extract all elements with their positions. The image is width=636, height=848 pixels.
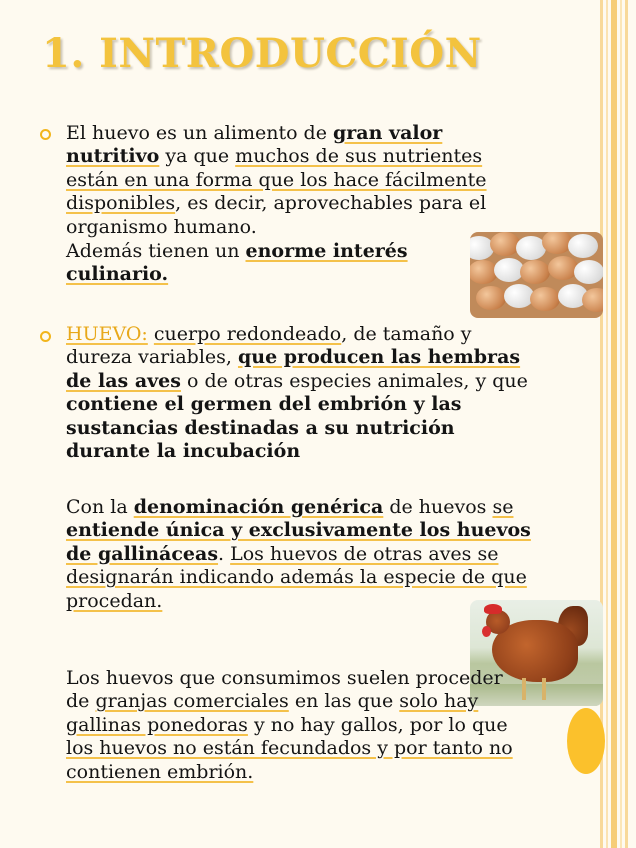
paragraph-intro: El huevo es un alimento de gran valor nutritivo ya que muchos de sus nutrientes están en una forma que los hace fácilmente disponibles, es decir, aprovechables para el organismo humano.	[66, 122, 487, 238]
paragraph-denominacion: Con la denominación genérica de huevos se entiende única y exclusivamente los huevos de gallináceas. Los huevos de otras aves se designarán indicando además la especie de que procedan.	[66, 496, 531, 612]
bullet-icon	[40, 331, 51, 342]
decorative-oval	[567, 708, 605, 774]
paragraph-granjas: Los huevos que consumimos suelen proceder de granjas comerciales en las que solo hay gallinas ponedoras y no hay gallos, por lo que los huevos no están fecundados y por tanto no contienen embrión.	[66, 667, 513, 783]
paragraph-huevo-definition: HUEVO: cuerpo redondeado, de tamaño y dureza variables, que producen las hembras de las aves o de otras especies animales, y que contiene el germen del embrión y las sustancias destinadas a su nutrición durante la incubación	[66, 323, 528, 463]
eggs-photo	[470, 232, 603, 318]
paragraph-culinary: Además tienen un enorme interés culinario.	[66, 240, 408, 286]
page-title: 1. INTRODUCCIÓN	[42, 30, 482, 77]
decorative-border	[600, 0, 636, 848]
bullet-icon	[40, 129, 51, 140]
